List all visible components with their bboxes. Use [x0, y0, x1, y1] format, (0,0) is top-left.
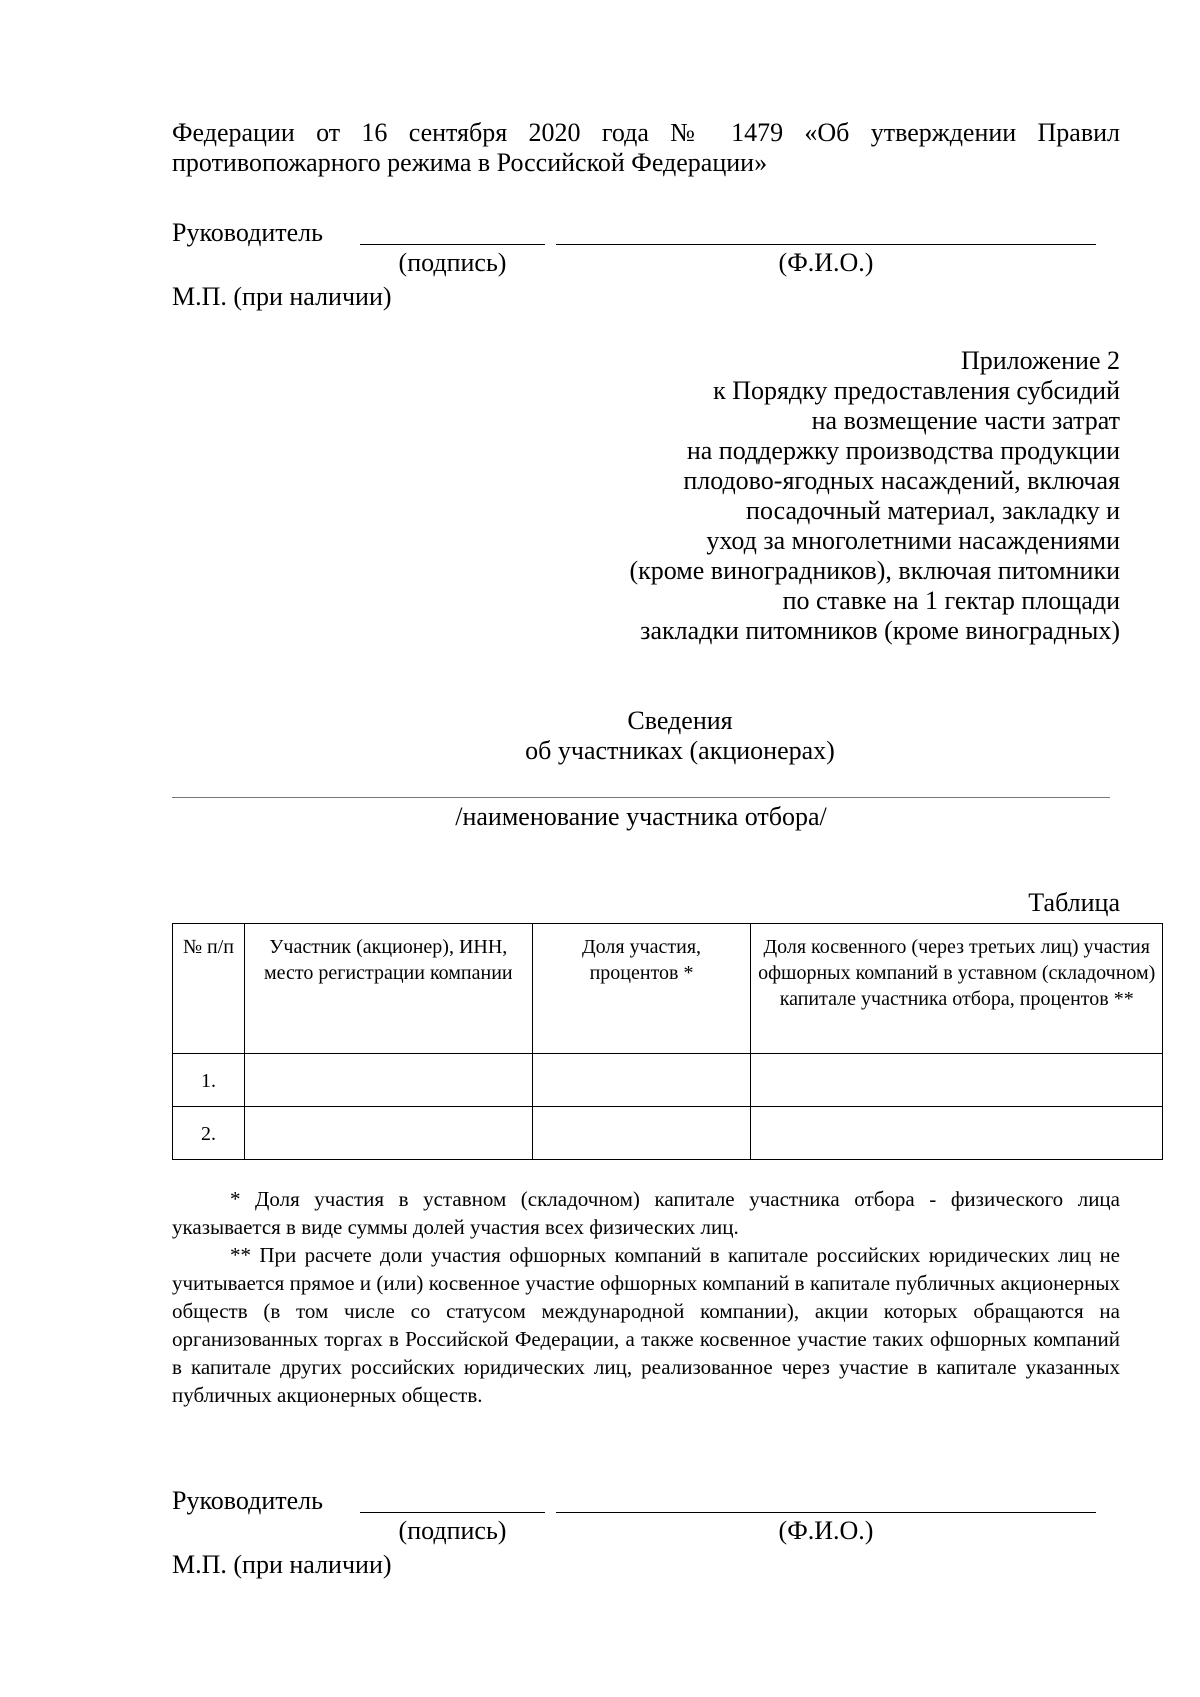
signature-caption: (подпись) [398, 248, 507, 277]
signature-line-bottom [360, 1512, 545, 1513]
footnote-2: ** При расчете доли участия офшорных компаний в капитале российских юридических лиц не учитывается прямое и (или) косвенное участие офшорных компаний в капитале публичных акционерных обществ (в том числе со статусом международной компании), акции которых обращаются на организованных торгах в Российской Федерации, а также косвенное участие таких офшорных компаний в капитале других российских юридических лиц, реализованное через участие в капитале указанных публичных акционерных обществ. [172, 1243, 1120, 1407]
fio-caption-bottom: (Ф.И.О.) [778, 1516, 874, 1545]
table-cell-offshore-share [751, 1054, 1163, 1107]
fio-line-bottom [556, 1512, 1096, 1513]
appendix-line: плодово-ягодных насаждений, включая [683, 466, 1120, 495]
header-share: Доля участия, процентов * [532, 924, 751, 1054]
appendix-line: к Порядку предоставления субсидий [713, 376, 1120, 405]
table-cell-offshore-share [751, 1107, 1163, 1160]
footnote-1: * Доля участия в уставном (складочном) капитале участника отбора - физического лица указывается в виде суммы долей участия всех физических лиц. [172, 1187, 1120, 1239]
stamp-label: М.П. (при наличии) [172, 282, 392, 311]
intro-line-2: противопожарного режима в Российской Федерации» [172, 148, 768, 177]
appendix-line: по ставке на 1 гектар площади [782, 586, 1120, 615]
footnotes [172, 1185, 1120, 1409]
stamp-label-bottom: М.П. (при наличии) [172, 1550, 392, 1579]
appendix-block [520, 346, 1120, 646]
appendix-line: на возмещение части затрат [811, 406, 1120, 435]
signature-line [360, 244, 545, 245]
header-participant: Участник (акционер), ИНН, место регистрации компании [244, 924, 532, 1054]
table-header-row [173, 924, 1163, 1054]
appendix-line: уход за многолетними насаждениями [706, 526, 1120, 555]
heading-subtitle: об участниках (акционерах) [525, 736, 835, 765]
header-number: № п/п [173, 924, 245, 1054]
intro-line-1: Федерации от 16 сентября 2020 года № 1479 «Об утверждении Правил [172, 118, 1120, 147]
header-offshore-share: Доля косвенного (через третьих лиц) участия офшорных компаний в уставном (складочном) капитале участника отбора, процентов ** [751, 924, 1163, 1054]
table-cell-participant [244, 1054, 532, 1107]
table-cell-share [532, 1107, 751, 1160]
appendix-line: посадочный материал, закладку и [746, 496, 1120, 525]
heading-title: Сведения [627, 706, 733, 735]
fio-line [556, 244, 1096, 245]
appendix-line: на поддержку производства продукции [686, 436, 1120, 465]
table-cell-participant [244, 1107, 532, 1160]
table-cell-share [532, 1054, 751, 1107]
signature-label-bottom: Руководитель [172, 1486, 323, 1515]
table-cell-number: 2. [173, 1107, 245, 1160]
participant-name-line [172, 797, 1110, 798]
participants-table [172, 923, 1163, 1160]
table-row [173, 1107, 1163, 1160]
appendix-line: Приложение 2 [960, 346, 1120, 375]
fio-caption: (Ф.И.О.) [778, 248, 874, 277]
participant-name-caption: /наименование участника отбора/ [455, 802, 827, 831]
appendix-line: (кроме виноградников), включая питомники [629, 556, 1120, 585]
table-row [173, 1054, 1163, 1107]
appendix-line: закладки питомников (кроме виноградных) [640, 616, 1120, 645]
signature-caption-bottom: (подпись) [398, 1516, 507, 1545]
table-label: Таблица [1028, 888, 1120, 917]
table-cell-number: 1. [173, 1054, 245, 1107]
signature-label: Руководитель [172, 218, 323, 247]
